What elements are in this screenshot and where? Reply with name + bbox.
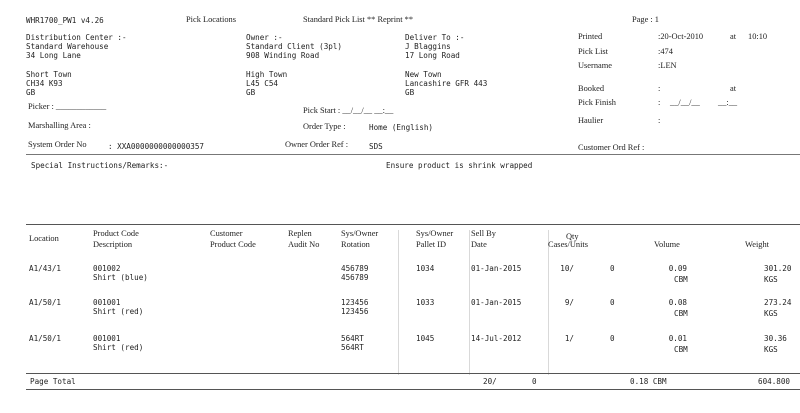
row-location: A1/50/1 <box>29 334 62 343</box>
row-product-code: 001001 <box>93 334 121 343</box>
report-title: Standard Pick List ** Reprint ** <box>303 15 414 24</box>
page-total-weight: 604.800 <box>758 377 791 386</box>
row-rotation-owner: 456789 <box>341 273 369 282</box>
row-pallet-id: 1034 <box>416 264 435 273</box>
haulier-label: Haulier <box>578 116 604 125</box>
row-volume-unit: CBM <box>674 275 688 284</box>
distribution-country: GB <box>26 88 36 97</box>
page-number: Page : 1 <box>632 15 659 24</box>
pick-start-field: Pick Start : __/__/__ __:__ <box>303 106 394 115</box>
distribution-street: 34 Long Lane <box>26 51 81 60</box>
row-product-code: 001001 <box>93 298 121 307</box>
page-total-cases: 20/ <box>483 377 497 386</box>
special-instructions-label: Special Instructions/Remarks:- <box>31 161 169 170</box>
page-total-volume: 0.18 CBM <box>630 377 667 386</box>
col-description: Description <box>93 240 133 249</box>
distribution-name: Standard Warehouse <box>26 42 109 51</box>
column-separator <box>469 230 470 375</box>
row-cases: 9/ <box>564 298 574 307</box>
pick-locations-label: Pick Locations <box>186 15 237 24</box>
owner-street: 908 Winding Road <box>246 51 320 60</box>
booked-at-label: at <box>730 84 737 93</box>
distribution-town: Short Town <box>26 70 72 79</box>
customer-ord-ref: Customer Ord Ref : <box>578 143 645 152</box>
deliver-to-country: GB <box>405 88 415 97</box>
printed-time: 10:10 <box>748 32 768 41</box>
row-volume-unit: CBM <box>674 309 688 318</box>
printed-at-label: at <box>730 32 737 41</box>
distribution-center-label: Distribution Center :- <box>26 33 127 42</box>
row-rotation: 456789 <box>341 264 369 273</box>
col-sys-owner-rotation-top: Sys/Owner <box>341 229 379 238</box>
row-cases: 10/ <box>560 264 574 273</box>
totals-bottom-rule <box>26 389 800 390</box>
picker-field: Picker : ____________ <box>28 102 107 111</box>
col-replen: Replen <box>288 229 312 238</box>
report-code: WHR1700_PW1 v4.26 <box>26 16 104 25</box>
header-divider <box>26 154 800 155</box>
row-pallet-id: 1045 <box>416 334 435 343</box>
marshalling-area-field: Marshalling Area : <box>28 121 91 130</box>
row-weight: 273.24 <box>764 298 792 307</box>
col-sys-owner-pallet-top: Sys/Owner <box>416 229 454 238</box>
col-rotation: Rotation <box>341 240 370 249</box>
printed-label: Printed <box>578 32 603 41</box>
row-volume: 0.08 <box>668 298 687 307</box>
col-customer-product-code: Product Code <box>210 240 256 249</box>
deliver-to-town: New Town <box>405 70 442 79</box>
col-product-code: Product Code <box>93 229 139 238</box>
row-units: 0 <box>610 264 615 273</box>
row-volume-unit: CBM <box>674 345 688 354</box>
distribution-postcode: CH34 K93 <box>26 79 63 88</box>
owner-label: Owner :- <box>246 33 283 42</box>
row-weight: 301.20 <box>764 264 792 273</box>
col-volume: Volume <box>654 240 680 249</box>
owner-country: GB <box>246 88 256 97</box>
pick-list-label: Pick List <box>578 47 609 56</box>
table-top-rule <box>26 224 800 225</box>
pick-finish-date: __/__/__ <box>670 98 700 107</box>
deliver-to-county: Lancashire GFR 443 <box>405 79 488 88</box>
owner-town: High Town <box>246 70 288 79</box>
row-weight: 30.36 <box>764 334 787 343</box>
col-pallet-id: Pallet ID <box>416 240 447 249</box>
row-location: A1/43/1 <box>29 264 62 273</box>
column-separator <box>398 230 399 375</box>
row-description: Shirt (red) <box>93 343 144 352</box>
booked-colon: : <box>658 84 661 93</box>
row-weight-unit: KGS <box>764 275 778 284</box>
col-location: Location <box>29 234 59 243</box>
col-weight: Weight <box>745 240 769 249</box>
page-total-units: 0 <box>532 377 537 386</box>
row-weight-unit: KGS <box>764 309 778 318</box>
row-weight-unit: KGS <box>764 345 778 354</box>
page-total-label: Page Total <box>30 377 76 386</box>
col-customer: Customer <box>210 229 243 238</box>
column-separator <box>548 230 549 375</box>
row-sell-by: 01-Jan-2015 <box>471 264 522 273</box>
totals-top-rule <box>26 373 800 374</box>
username-value: :LEN <box>658 61 677 70</box>
pick-finish-label: Pick Finish <box>578 98 616 107</box>
pick-finish-colon: : <box>658 98 661 107</box>
row-cases: 1/ <box>564 334 574 343</box>
row-rotation: 564RT <box>341 334 364 343</box>
row-rotation: 123456 <box>341 298 369 307</box>
deliver-to-street: 17 Long Road <box>405 51 460 60</box>
row-pallet-id: 1033 <box>416 298 435 307</box>
pick-list-number: :474 <box>658 47 673 56</box>
row-units: 0 <box>610 334 615 343</box>
haulier-colon: : <box>658 116 661 125</box>
system-order-label: System Order No <box>28 140 87 149</box>
deliver-to-name: J Blaggins <box>405 42 451 51</box>
pick-finish-time: __:__ <box>718 98 738 107</box>
row-product-code: 001002 <box>93 264 121 273</box>
row-rotation-owner: 564RT <box>341 343 364 352</box>
row-location: A1/50/1 <box>29 298 62 307</box>
deliver-to-label: Deliver To :- <box>405 33 465 42</box>
row-sell-by: 01-Jan-2015 <box>471 298 522 307</box>
col-date: Date <box>471 240 487 249</box>
row-rotation-owner: 123456 <box>341 307 369 316</box>
system-order-number: : XXA0000000000000357 <box>108 142 205 151</box>
row-sell-by: 14-Jul-2012 <box>471 334 522 343</box>
owner-postcode: L45 C54 <box>246 79 279 88</box>
order-type-value: Home (English) <box>369 123 434 132</box>
row-volume: 0.01 <box>668 334 687 343</box>
col-audit-no: Audit No <box>288 240 320 249</box>
owner-order-ref-value: SDS <box>369 142 383 151</box>
printed-date: :20-Oct-2010 <box>658 32 704 41</box>
col-sell-by: Sell By <box>471 229 496 238</box>
owner-order-ref-label: Owner Order Ref : <box>285 140 349 149</box>
row-volume: 0.09 <box>668 264 687 273</box>
col-qty: Qty <box>566 232 579 241</box>
username-label: Username <box>578 61 612 70</box>
owner-name: Standard Client (3pl) <box>246 42 343 51</box>
row-units: 0 <box>610 298 615 307</box>
order-type-label: Order Type : <box>303 122 346 131</box>
booked-label: Booked <box>578 84 605 93</box>
col-cases-units: Cases/Units <box>548 240 589 249</box>
special-instructions-value: Ensure product is shrink wrapped <box>386 161 533 170</box>
row-description: Shirt (red) <box>93 307 144 316</box>
row-description: Shirt (blue) <box>93 273 148 282</box>
